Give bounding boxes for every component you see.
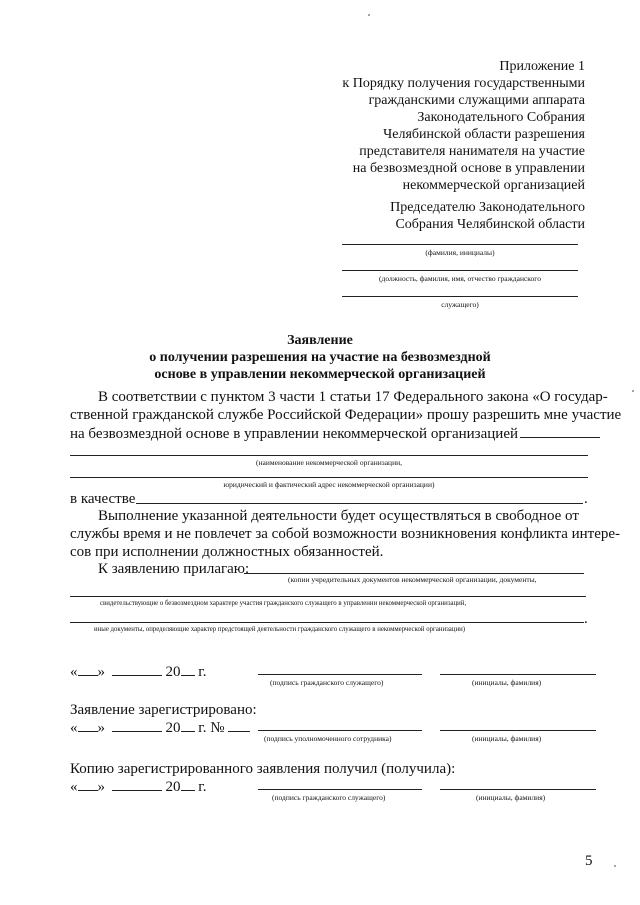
attach-label: К заявлению прилагаю:	[98, 561, 250, 577]
hint-attach-3: иные документы, определяющие характер предстоящей деятельности гражданского служащего в некоммерческой организации)	[94, 626, 465, 633]
hint-org-name: (наименование некоммерческой организации,	[256, 458, 402, 467]
p1-line-1: В соответствии с пунктом 3 части 1 статьи 17 Федерального закона «О государ-	[98, 389, 608, 405]
year-field[interactable]	[181, 777, 195, 791]
date-row-3	[70, 777, 206, 796]
year-suffix-number: г. №	[198, 720, 225, 736]
p1-line-2: ственной гражданской службе Российской Федерации» прошу разрешить мне участие	[70, 407, 622, 423]
title-line-2: о получении разрешения на участие на безвозмездной	[149, 350, 491, 365]
org-address-field[interactable]	[70, 477, 588, 478]
hint-attach-2: свидетельствующие о безвозмездном характере участия гражданского служащего в управлении некоммерческой организаций,	[100, 600, 467, 607]
attach-field-2[interactable]	[70, 596, 586, 597]
day-field[interactable]	[78, 718, 98, 732]
p2-line-2: службы время и не повлечет за собой возможности возникновения конфликта интере-	[70, 526, 621, 542]
addressee-line: Председателю Законодательного	[390, 200, 585, 215]
quote-open: «	[70, 664, 78, 680]
date-row-2	[70, 718, 250, 737]
addressee-position-field[interactable]	[342, 270, 578, 271]
year-suffix: г.	[198, 779, 207, 795]
appendix-line: к Порядку получения государственными	[342, 76, 585, 91]
month-field[interactable]	[112, 662, 162, 676]
appendix-line: на безвозмездной основе в управлении	[352, 161, 585, 176]
signature-field-1[interactable]	[258, 674, 422, 675]
p2-line-3: сов при исполнении должностных обязанностей.	[70, 544, 384, 560]
day-field[interactable]	[78, 662, 98, 676]
hint-signature-3: (подпись гражданского служащего)	[272, 793, 386, 802]
year-field[interactable]	[181, 662, 195, 676]
date-row-1	[70, 662, 206, 681]
appendix-line: представителя нанимателя на участие	[359, 144, 585, 159]
year-field[interactable]	[181, 718, 195, 732]
scan-speck	[368, 14, 370, 16]
addressee-position-field-2[interactable]	[342, 296, 578, 297]
p1-line-3: на безвозмездной основе в управлении некоммерческой организацией	[70, 426, 519, 442]
as-label: в качестве	[70, 491, 136, 507]
hint-initials-3: (инициалы, фамилия)	[476, 793, 546, 802]
hint-initials-1: (инициалы, фамилия)	[472, 678, 542, 687]
role-field[interactable]	[136, 503, 583, 504]
initials-field-1[interactable]	[440, 674, 596, 675]
appendix-line: Законодательного Собрания	[417, 110, 585, 125]
paragraph-2	[70, 507, 621, 561]
signature-field-2[interactable]	[258, 730, 422, 731]
p2-line-1: Выполнение указанной деятельности будет осуществляться в свободное от	[98, 508, 579, 524]
hint-signature-1: (подпись гражданского служащего)	[270, 678, 384, 687]
role-period: .	[584, 491, 588, 507]
hint-name: (фамилия, инициалы)	[425, 248, 495, 257]
year-prefix: 20	[165, 720, 181, 736]
registered-label: Заявление зарегистрировано:	[70, 702, 257, 718]
appendix-title: Приложение 1	[499, 59, 585, 74]
addressee	[300, 199, 585, 233]
quote-open: «	[70, 779, 78, 795]
title-line-1: Заявление	[287, 333, 353, 348]
hint-position: (должность, фамилия, имя, отчество гражданского	[379, 274, 541, 283]
hint-org-address: юридический и фактический адрес некоммерческой организации)	[223, 480, 435, 489]
hint-attach-1: (копии учредительных документов некоммерческой организации, документы,	[288, 575, 537, 584]
hint-signature-2: (подпись уполномоченного сотрудника)	[264, 734, 392, 743]
appendix-header	[300, 58, 585, 194]
year-prefix: 20	[165, 664, 181, 680]
org-name-field[interactable]	[70, 455, 588, 456]
attach-field[interactable]	[244, 573, 584, 574]
page-number: 5	[585, 853, 593, 869]
addressee-line: Собрания Челябинской области	[395, 217, 585, 232]
attach-field-3[interactable]	[70, 622, 584, 623]
initials-field-2[interactable]	[440, 730, 596, 731]
addressee-name-field[interactable]	[342, 244, 578, 245]
hint-position-2: служащего)	[441, 300, 479, 309]
quote-close: »	[97, 664, 105, 680]
year-prefix: 20	[165, 779, 181, 795]
month-field[interactable]	[112, 718, 162, 732]
appendix-line: Челябинской области разрешения	[383, 127, 585, 142]
hint-initials-2: (инициалы, фамилия)	[472, 734, 542, 743]
document-title	[100, 332, 540, 383]
quote-close: »	[97, 779, 105, 795]
appendix-line: некоммерческой организацией	[402, 178, 585, 193]
signature-field-3[interactable]	[258, 789, 422, 790]
quote-close: »	[97, 720, 105, 736]
attach-period: .	[584, 611, 588, 627]
month-field[interactable]	[112, 777, 162, 791]
copy-label: Копию зарегистрированного заявления получил (получила):	[70, 761, 456, 777]
org-name-inline-field[interactable]	[520, 424, 600, 438]
title-line-3: основе в управлении некоммерческой организацией	[154, 367, 486, 382]
scan-speck	[614, 865, 616, 867]
appendix-line: гражданскими служащими аппарата	[368, 93, 585, 108]
day-field[interactable]	[78, 777, 98, 791]
year-suffix: г.	[198, 664, 207, 680]
registration-number-field[interactable]	[228, 718, 250, 732]
scan-speck	[632, 390, 634, 392]
quote-open: «	[70, 720, 78, 736]
initials-field-3[interactable]	[440, 789, 596, 790]
paragraph-1	[70, 388, 622, 443]
